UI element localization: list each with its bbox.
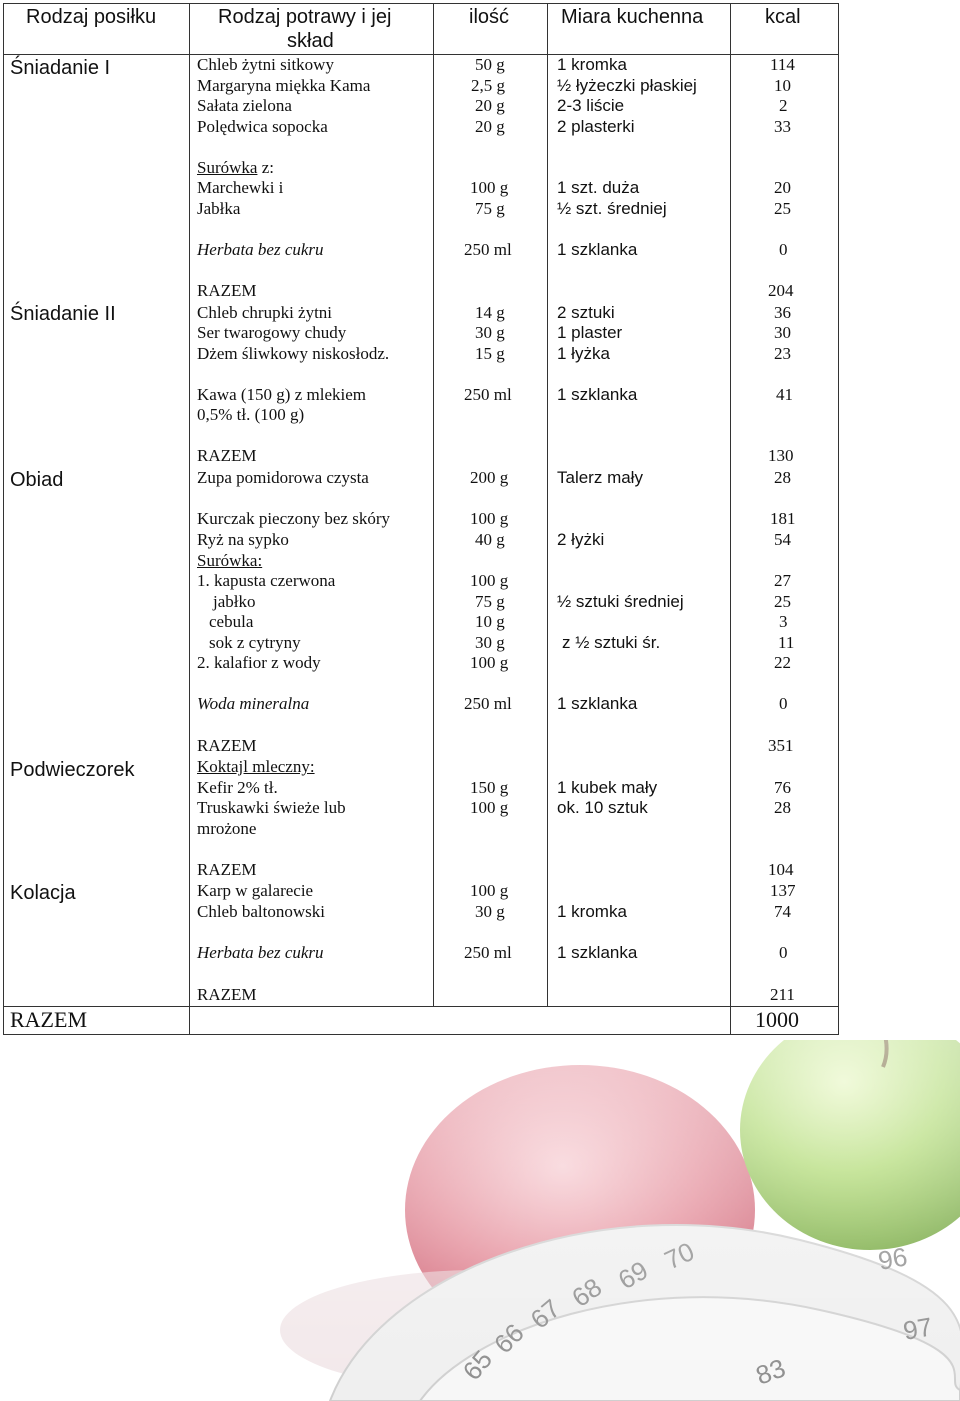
kcal-cell: 20 bbox=[774, 178, 791, 197]
header-amount: ilość bbox=[469, 6, 510, 28]
amount-cell: 30 g bbox=[475, 633, 505, 652]
kcal-cell: 23 bbox=[774, 344, 791, 363]
dish-cell: Surówka: bbox=[197, 551, 263, 570]
meal-breakfast2: Śniadanie II bbox=[10, 303, 116, 325]
amount-cell: 100 g bbox=[470, 509, 509, 528]
amount-cell: 50 g bbox=[475, 55, 505, 74]
dish-cell: sok z cytryny bbox=[209, 633, 301, 652]
column-divider-4 bbox=[730, 3, 731, 1035]
subtotal-kcal: 104 bbox=[768, 860, 794, 879]
kcal-cell: 33 bbox=[774, 117, 791, 136]
dish-cell: Karp w galarecie bbox=[197, 881, 314, 900]
dish-cell: Marchewki i bbox=[197, 178, 284, 197]
image-fade bbox=[0, 1040, 960, 1401]
amount-cell: 200 g bbox=[470, 468, 509, 487]
dish-cell: Kawa (150 g) z mlekiem bbox=[197, 385, 366, 404]
dish-cell: Ryż na sypko bbox=[197, 530, 289, 549]
meal-dinner: Kolacja bbox=[10, 882, 76, 904]
kcal-cell: 28 bbox=[774, 798, 791, 817]
kcal-cell: 0 bbox=[779, 694, 788, 713]
table-border-left bbox=[3, 3, 4, 1035]
amount-cell: 100 g bbox=[470, 178, 509, 197]
measure-cell: ok. 10 sztuk bbox=[557, 798, 648, 817]
header-dish-line2: skład bbox=[287, 30, 334, 52]
measure-cell: 1 szklanka bbox=[557, 694, 638, 713]
amount-cell: 30 g bbox=[475, 902, 505, 921]
subtotal-kcal: 211 bbox=[770, 985, 795, 1004]
measure-cell: 1 szklanka bbox=[557, 943, 638, 962]
measure-cell: 1 szklanka bbox=[557, 385, 638, 404]
dish-cell: Kefir 2% tł. bbox=[197, 778, 278, 797]
amount-cell: 75 g bbox=[475, 592, 505, 611]
kcal-cell: 30 bbox=[774, 323, 791, 342]
amount-cell: 250 ml bbox=[464, 943, 512, 962]
meal-snack: Podwieczorek bbox=[10, 759, 135, 781]
dish-cell: jabłko bbox=[213, 592, 256, 611]
kcal-cell: 2 bbox=[779, 96, 788, 115]
amount-cell: 250 ml bbox=[464, 694, 512, 713]
amount-cell: 100 g bbox=[470, 881, 509, 900]
dish-cell: cebula bbox=[209, 612, 254, 631]
measure-cell: 1 szt. duża bbox=[557, 178, 640, 197]
dish-cell: Herbata bez cukru bbox=[197, 943, 324, 962]
subtotal-label: RAZEM bbox=[197, 860, 257, 879]
measure-cell: 2-3 liście bbox=[557, 96, 625, 115]
table-border-top bbox=[3, 3, 839, 4]
dish-cell: Kurczak pieczony bez skóry bbox=[197, 509, 391, 528]
amount-cell: 250 ml bbox=[464, 240, 512, 259]
dish-cell: 2. kalafior z wody bbox=[197, 653, 321, 672]
kcal-cell: 114 bbox=[770, 55, 795, 74]
header-measure: Miara kuchenna bbox=[561, 6, 704, 28]
measure-cell: 1 łyżka bbox=[557, 344, 610, 363]
kcal-cell: 27 bbox=[774, 571, 791, 590]
subtotal-label: RAZEM bbox=[197, 985, 257, 1004]
column-divider-1 bbox=[189, 3, 190, 1035]
dish-cell: Zupa pomidorowa czysta bbox=[197, 468, 369, 487]
kcal-cell: 0 bbox=[779, 943, 788, 962]
dish-cell: Chleb chrupki żytni bbox=[197, 303, 333, 322]
dish-cell: Margaryna miękka Kama bbox=[197, 76, 371, 95]
subtotal-label: RAZEM bbox=[197, 281, 257, 300]
amount-cell: 20 g bbox=[475, 117, 505, 136]
measure-cell: ½ sztuki średniej bbox=[557, 592, 684, 611]
grand-total-label: RAZEM bbox=[10, 1007, 87, 1032]
kcal-cell: 54 bbox=[774, 530, 791, 549]
measure-cell: 1 kromka bbox=[557, 55, 627, 74]
amount-cell: 100 g bbox=[470, 571, 509, 590]
amount-cell: 40 g bbox=[475, 530, 505, 549]
measure-cell: z ½ sztuki śr. bbox=[562, 633, 661, 652]
dish-cell: 0,5% tł. (100 g) bbox=[197, 405, 305, 424]
kcal-cell: 137 bbox=[770, 881, 796, 900]
measure-cell: 2 plasterki bbox=[557, 117, 635, 136]
meal-lunch: Obiad bbox=[10, 469, 64, 491]
subtotal-kcal: 204 bbox=[768, 281, 794, 300]
kcal-cell: 181 bbox=[770, 509, 796, 528]
dish-cell: Koktajl mleczny: bbox=[197, 757, 315, 776]
dish-cell: Jabłka bbox=[197, 199, 241, 218]
meal-breakfast1: Śniadanie I bbox=[10, 57, 111, 79]
measure-cell: 1 kubek mały bbox=[557, 778, 658, 797]
amount-cell: 14 g bbox=[475, 303, 505, 322]
amount-cell: 20 g bbox=[475, 96, 505, 115]
dish-cell: mrożone bbox=[197, 819, 257, 838]
column-divider-3 bbox=[547, 3, 548, 1007]
dish-cell: Surówka z: bbox=[197, 158, 274, 177]
dish-cell: Chleb baltonowski bbox=[197, 902, 325, 921]
apples-measuring-tape-illustration bbox=[0, 1040, 960, 1401]
amount-cell: 2,5 g bbox=[471, 76, 505, 95]
kcal-cell: 10 bbox=[774, 76, 791, 95]
measure-cell: ½ szt. średniej bbox=[557, 199, 667, 218]
dish-cell: Ser twarogowy chudy bbox=[197, 323, 347, 342]
amount-cell: 250 ml bbox=[464, 385, 512, 404]
measure-cell: Talerz mały bbox=[557, 468, 643, 487]
dish-cell: Sałata zielona bbox=[197, 96, 292, 115]
kcal-cell: 0 bbox=[779, 240, 788, 259]
amount-cell: 10 g bbox=[475, 612, 505, 631]
total-row-divider bbox=[3, 1006, 839, 1007]
column-divider-2 bbox=[433, 3, 434, 1007]
table-border-bottom bbox=[3, 1034, 839, 1035]
dish-cell: Chleb żytni sitkowy bbox=[197, 55, 334, 74]
grand-total-kcal: 1000 bbox=[755, 1007, 799, 1032]
measure-cell: 2 łyżki bbox=[557, 530, 605, 549]
header-divider bbox=[3, 54, 839, 55]
dish-cell: Dżem śliwkowy niskosłodz. bbox=[197, 344, 390, 363]
dish-cell: 1. kapusta czerwona bbox=[197, 571, 336, 590]
amount-cell: 100 g bbox=[470, 798, 509, 817]
subtotal-label: RAZEM bbox=[197, 446, 257, 465]
kcal-cell: 76 bbox=[774, 778, 791, 797]
dish-cell: Herbata bez cukru bbox=[197, 240, 324, 259]
kcal-cell: 22 bbox=[774, 653, 791, 672]
kcal-cell: 74 bbox=[774, 902, 791, 921]
dish-cell: Truskawki świeże lub bbox=[197, 798, 346, 817]
dish-cell: Polędwica sopocka bbox=[197, 117, 328, 136]
table-border-right bbox=[838, 3, 839, 1035]
amount-cell: 150 g bbox=[470, 778, 509, 797]
amount-cell: 75 g bbox=[475, 199, 505, 218]
amount-cell: 15 g bbox=[475, 344, 505, 363]
subtotal-kcal: 130 bbox=[768, 446, 794, 465]
subtotal-label: RAZEM bbox=[197, 736, 257, 755]
dish-cell: Woda mineralna bbox=[197, 694, 310, 713]
kcal-cell: 36 bbox=[774, 303, 791, 322]
measure-cell: 1 kromka bbox=[557, 902, 627, 921]
amount-cell: 100 g bbox=[470, 653, 509, 672]
kcal-cell: 41 bbox=[776, 385, 793, 404]
kcal-cell: 25 bbox=[774, 592, 791, 611]
measure-cell: 1 szklanka bbox=[557, 240, 638, 259]
measure-cell: 1 plaster bbox=[557, 323, 623, 342]
measure-cell: 2 sztuki bbox=[557, 303, 615, 322]
kcal-cell: 28 bbox=[774, 468, 791, 487]
header-meal-type: Rodzaj posiłku bbox=[26, 6, 157, 28]
kcal-cell: 3 bbox=[779, 612, 788, 631]
subtotal-kcal: 351 bbox=[768, 736, 794, 755]
amount-cell: 30 g bbox=[475, 323, 505, 342]
kcal-cell: 25 bbox=[774, 199, 791, 218]
measure-cell: ½ łyżeczki płaskiej bbox=[557, 76, 697, 95]
header-kcal: kcal bbox=[765, 6, 801, 28]
kcal-cell: 11 bbox=[778, 633, 795, 652]
header-dish-line1: Rodzaj potrawy i jej bbox=[218, 6, 392, 28]
